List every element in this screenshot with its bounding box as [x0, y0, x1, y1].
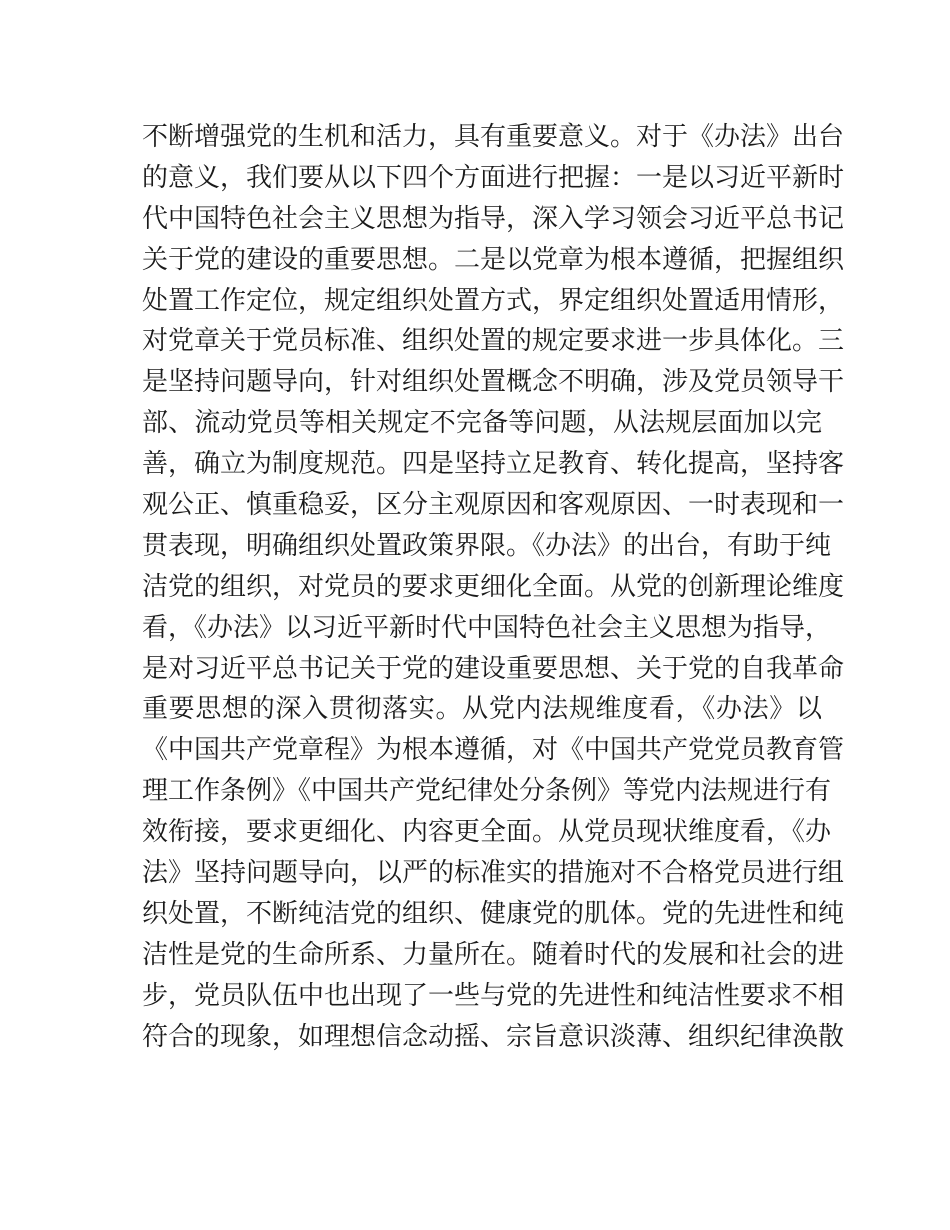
- text-line: 对党章关于党员标准、组织处置的规定要求进一步具体化。三: [142, 326, 845, 357]
- text-line: 部、流动党员等相关规定不完备等问题，从法规层面加以完: [142, 408, 822, 439]
- text-line: 善，确立为制度规范。四是坚持立足教育、转化提高，坚持客: [142, 449, 845, 480]
- text-line: 法》坚持问题导向，以严的标准实的措施对不合格党员进行组: [142, 858, 845, 889]
- text-line: 处置工作定位，规定组织处置方式，界定组织处置适用情形，: [142, 285, 845, 316]
- text-line: 贯表现，明确组织处置政策界限。《办法》的出台，有助于纯: [142, 530, 832, 561]
- body-paragraph: [142, 117, 845, 1057]
- text-line: 理工作条例》《中国共产党纪律处分条例》等党内法规进行有: [142, 776, 832, 807]
- text-line: 看，《办法》以习近平新时代中国特色社会主义思想为指导，: [142, 612, 832, 643]
- text-line: 的意义，我们要从以下四个方面进行把握：一是以习近平新时: [142, 162, 845, 193]
- text-line: 观公正、慎重稳妥，区分主观原因和客观原因、一时表现和一: [142, 490, 845, 521]
- text-line: 是对习近平总书记关于党的建设重要思想、关于党的自我革命: [142, 653, 845, 684]
- text-line: 是坚持问题导向，针对组织处置概念不明确，涉及党员领导干: [142, 367, 845, 398]
- text-line: 织处置，不断纯洁党的组织、健康党的肌体。党的先进性和纯: [142, 898, 845, 929]
- text-line: 《中国共产党章程》为根本遵循，对《中国共产党党员教育管: [142, 735, 845, 766]
- text-line: 代中国特色社会主义思想为指导，深入学习领会习近平总书记: [142, 203, 845, 234]
- text-line: 重要思想的深入贯彻落实。从党内法规维度看，《办法》以: [142, 694, 822, 725]
- text-line: 不断增强党的生机和活力，具有重要意义。对于《办法》出台: [142, 122, 845, 152]
- text-line: 关于党的建设的重要思想。二是以党章为根本遵循，把握组织: [142, 244, 845, 275]
- text-line: 步，党员队伍中也出现了一些与党的先进性和纯洁性要求不相: [142, 980, 845, 1011]
- text-line: 洁党的组织，对党员的要求更细化全面。从党的创新理论维度: [142, 571, 845, 602]
- text-line: 符合的现象，如理想信念动摇、宗旨意识淡薄、组织纪律涣散: [142, 1021, 845, 1052]
- text-line: 洁性是党的生命所系、力量所在。随着时代的发展和社会的进: [142, 939, 845, 970]
- text-line: 效衔接，要求更细化、内容更全面。从党员现状维度看，《办: [142, 817, 832, 848]
